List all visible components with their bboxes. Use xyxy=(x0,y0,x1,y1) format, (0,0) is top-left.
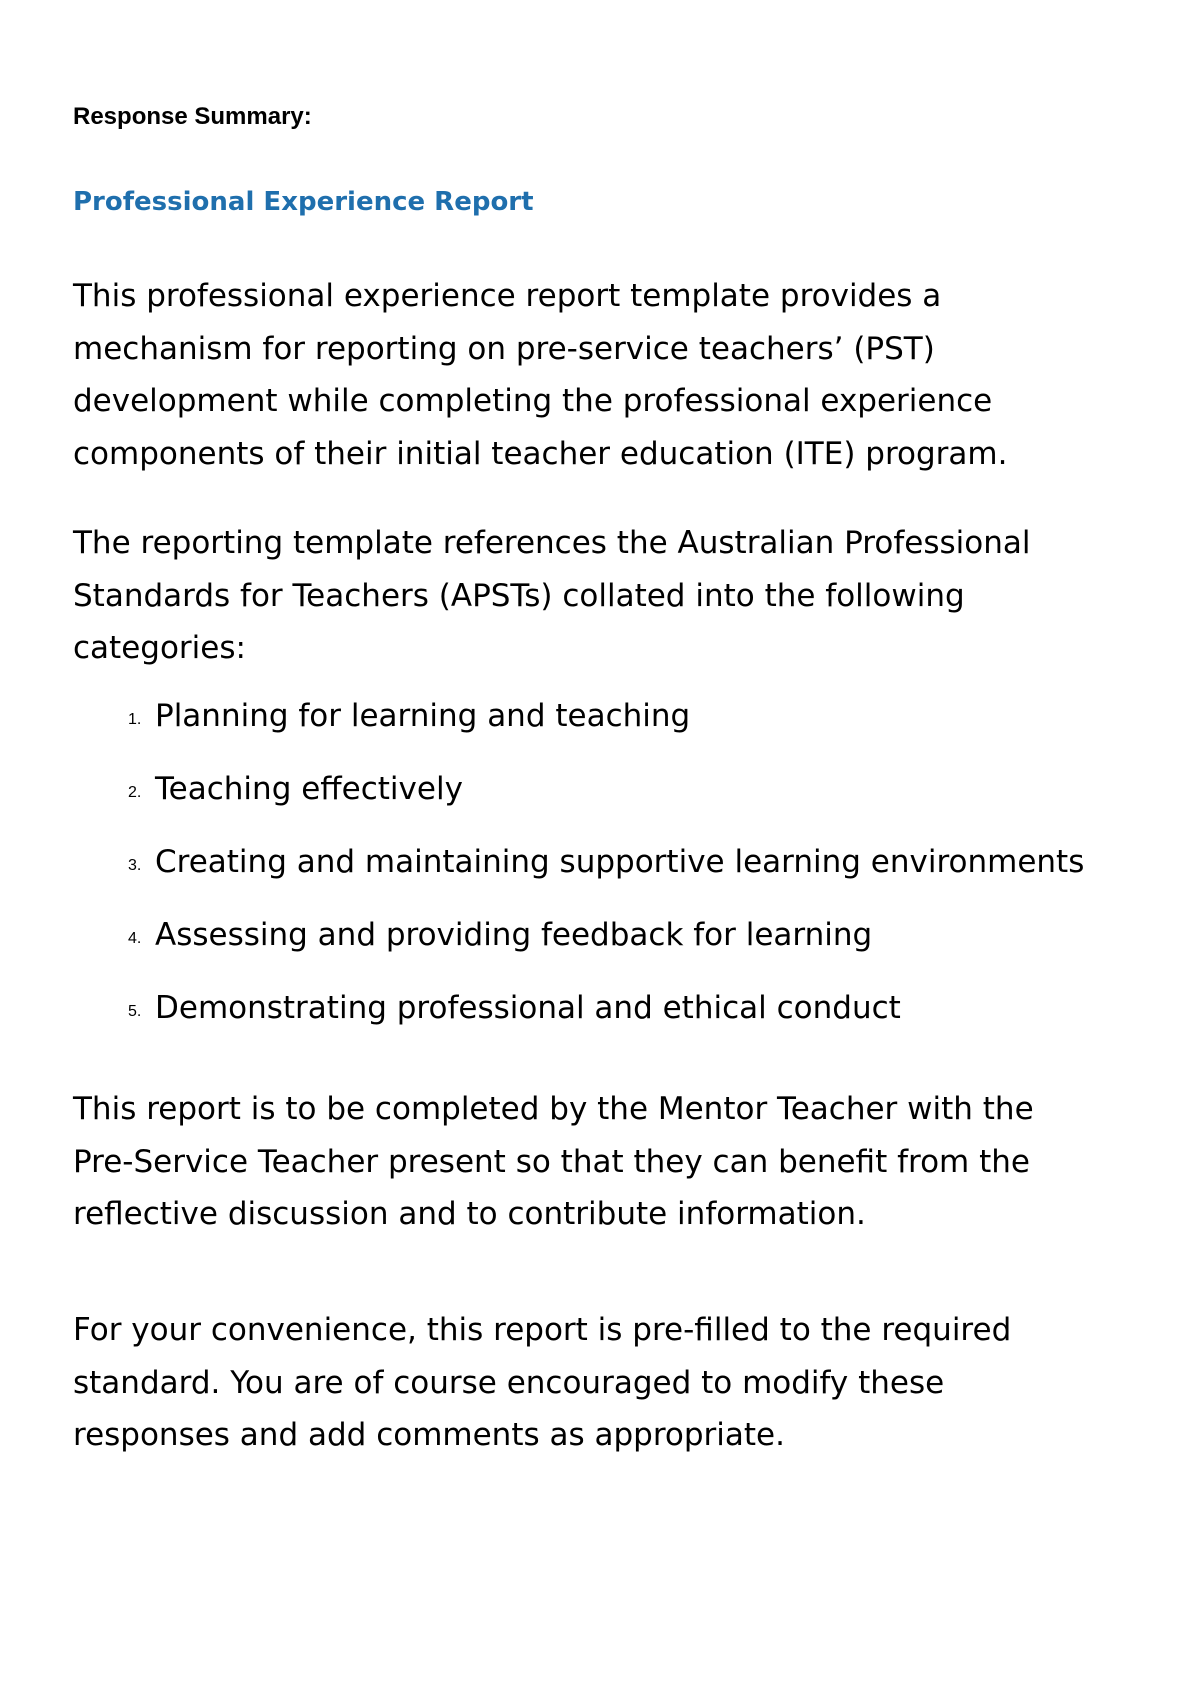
list-item-label: Assessing and providing feedback for learning xyxy=(155,917,873,953)
list-number: 1. xyxy=(128,711,142,728)
paragraph-line: development while completing the professional experience xyxy=(73,383,993,419)
paragraph-line: responses and add comments as appropriate. xyxy=(73,1417,785,1453)
list-number: 2. xyxy=(128,784,142,801)
response-summary-heading: Response Summary: xyxy=(73,103,312,130)
list-number: 4. xyxy=(128,930,142,947)
paragraph-line: reflective discussion and to contribute information. xyxy=(73,1196,866,1232)
list-item-label: Teaching effectively xyxy=(155,771,463,807)
paragraph-line: categories: xyxy=(73,630,246,666)
list-number: 3. xyxy=(128,857,142,874)
list-item-label: Planning for learning and teaching xyxy=(155,698,691,734)
paragraph-line: components of their initial teacher education (ITE) program. xyxy=(73,435,1008,472)
list-item-label: Creating and maintaining supportive learning environments xyxy=(155,844,1085,880)
paragraph-line: mechanism for reporting on pre-service teachers’ (PST) xyxy=(73,330,935,367)
mentor-paragraph xyxy=(73,1083,1133,1241)
paragraph-line: standard. You are of course encouraged to modify these xyxy=(73,1364,945,1401)
intro-paragraph xyxy=(73,270,1133,480)
paragraph-line: Standards for Teachers (APSTs) collated into the following xyxy=(73,577,965,614)
report-title: Professional Experience Report xyxy=(73,187,534,217)
paragraph-line: This report is to be completed by the Mentor Teacher with the xyxy=(73,1091,1034,1127)
paragraph-line: This professional experience report template provides a xyxy=(73,278,942,314)
paragraph-line: The reporting template references the Australian Professional xyxy=(73,525,1031,561)
convenience-paragraph xyxy=(73,1304,1133,1462)
paragraph-line: For your convenience, this report is pre-filled to the required xyxy=(73,1312,1012,1348)
paragraph-line: Pre-Service Teacher present so that they can benefit from the xyxy=(73,1143,1030,1180)
list-item-label: Demonstrating professional and ethical conduct xyxy=(155,990,901,1026)
list-number: 5. xyxy=(128,1003,142,1020)
standards-paragraph xyxy=(73,517,1133,675)
